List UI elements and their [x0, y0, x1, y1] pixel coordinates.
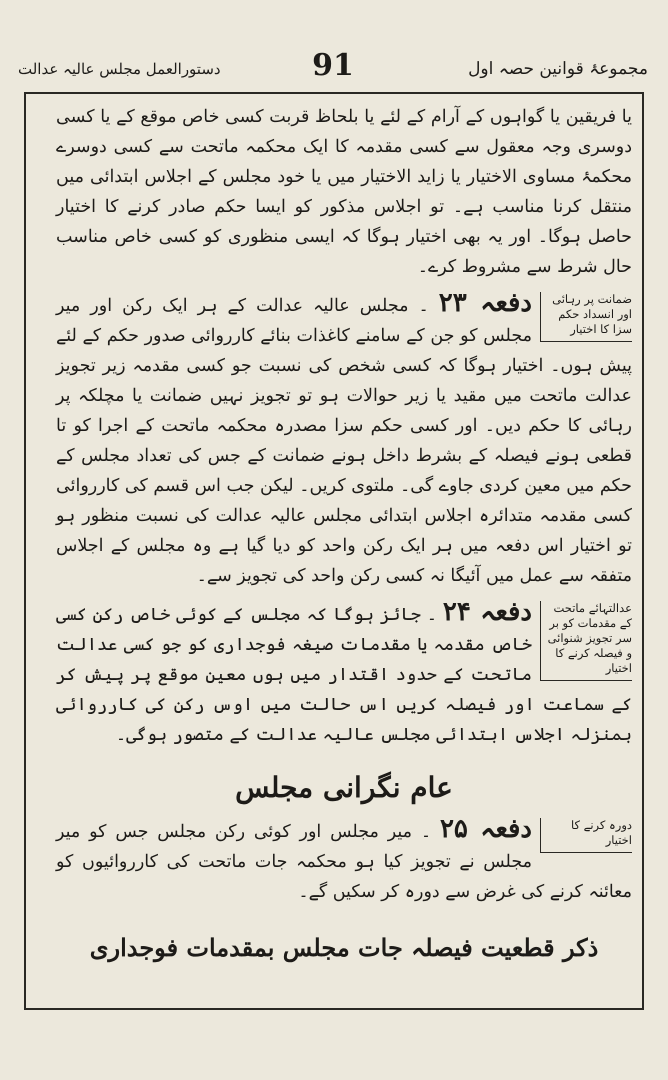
book-title: مجموعۂ قوانین حصہ اول	[468, 59, 648, 79]
paragraph-continuation: یا فریقین یا گواہوں کے آرام کے لئے یا بلحاظ قربت کسی خاص موقع کے یا کسی دوسری وجہ معقول سے کسی مقدمہ کا ایک محکمہ ماتحت سے کسی دوسرے محکمۂ مساوی الاختیار یا زاید الاختیار میں یا خود مجلس کے اجلاس ابتدائی میں منتقل کرنا مناسب ہے۔ تو اجلاس مذکور کو ایسا حکم صادر کرنے کا اختیار حاصل ہوگا۔ اور یہ بھی اختیار ہوگا کہ ایسی منظوری کو کسی خاص مناسب حال شرط سے مشروط کرے۔	[56, 107, 632, 277]
section-23-margin-note: ضمانت پر رہائی اور انسداد حکم سزا کا اختیار	[540, 292, 632, 342]
section-25-label: دفعہ ۲۵	[439, 814, 532, 844]
section-24-label: دفعہ ۲۴	[442, 597, 532, 627]
section-24-margin-note: عدالتہائے ماتحت کے مقدمات کو بر سر تجویز شنوائی و فیصلہ کرنے کا اختیار	[540, 601, 632, 681]
section-25	[56, 814, 632, 907]
text-frame	[24, 92, 644, 1010]
section-24-text: ۔ جائز ہوگا کہ مجلس کے کوئی خاص رکن کسی خاص مقدمہ یا مقدمات صیغہ فوجداری کو جو کسی عدالت ماتحت کے حدود اقتدار میں ہوں معین موقع پر پیش کر کے سماعت اور فیصلہ کریں اس حالت میں اوس رکن کی کارروائی بمنزلہ اجلاس ابتدائی مجلس عالیہ عدالت کے متصور ہوگی۔	[56, 605, 632, 745]
section-25-margin-note: دورہ کرنے کا اختیار	[540, 818, 632, 853]
section-23-text: ۔ مجلس عالیہ عدالت کے ہر ایک رکن اور میر مجلس کو جن کے سامنے کاغذات بنائے کارروائی صدور حکم کے لئے پیش ہوں۔ اختیار ہوگا کہ کسی شخص کی نسبت جو کسی مقدمہ زیر تجویز عدالت ماتحت میں مقید یا زیر حوالات ہو تو تجویز نہیں ضمانت یا مچلکہ پر رہائی کا حکم دیں۔ اور کسی حکم سزا مصدرہ محکمہ ماتحت کے اجرا کو تا قطعی ہونے فیصلہ کے بشرط داخل ہونے ضمانت کے جس کی تعداد مجلس کے حکم میں معین کردی جاوے گی۔ ملتوی کریں۔ لیکن جب اس قسم کی کارروائی کسی مقدمہ متدائرہ اجلاس ابتدائی مجلس عالیہ عدالت کی نسبت منظور ہو تو اختیار اس دفعہ میں ہر ایک رکن واحد کو دیا گیا ہے وہ مجلس کے اجلاس متفقہ سے عمل میں آئیگا نہ کسی رکن واحد کی تجویز سے۔	[56, 296, 632, 586]
page-header	[18, 48, 648, 92]
chapter-title: دستورالعمل مجلس عالیہ عدالت	[18, 60, 221, 78]
section-23	[56, 288, 632, 591]
body-text	[56, 102, 632, 1002]
section-23-label: دفعہ ۲۳	[438, 288, 532, 318]
section-25-text: ۔ میر مجلس اور کوئی رکن مجلس جس کو میر مجلس نے تجویز کیا ہو محکمہ جات ماتحت کی کارروائیوں کو معائنہ کرنے کی غرض سے دورہ کر سکیں گے۔	[56, 822, 632, 902]
section-24	[56, 597, 632, 750]
closing-heading: ذکر قطعیت فیصلہ جات مجلس بمقدمات فوجداری	[89, 933, 599, 962]
page-number: 91	[312, 48, 354, 83]
section-heading: عام نگرانی مجلس	[235, 771, 453, 804]
